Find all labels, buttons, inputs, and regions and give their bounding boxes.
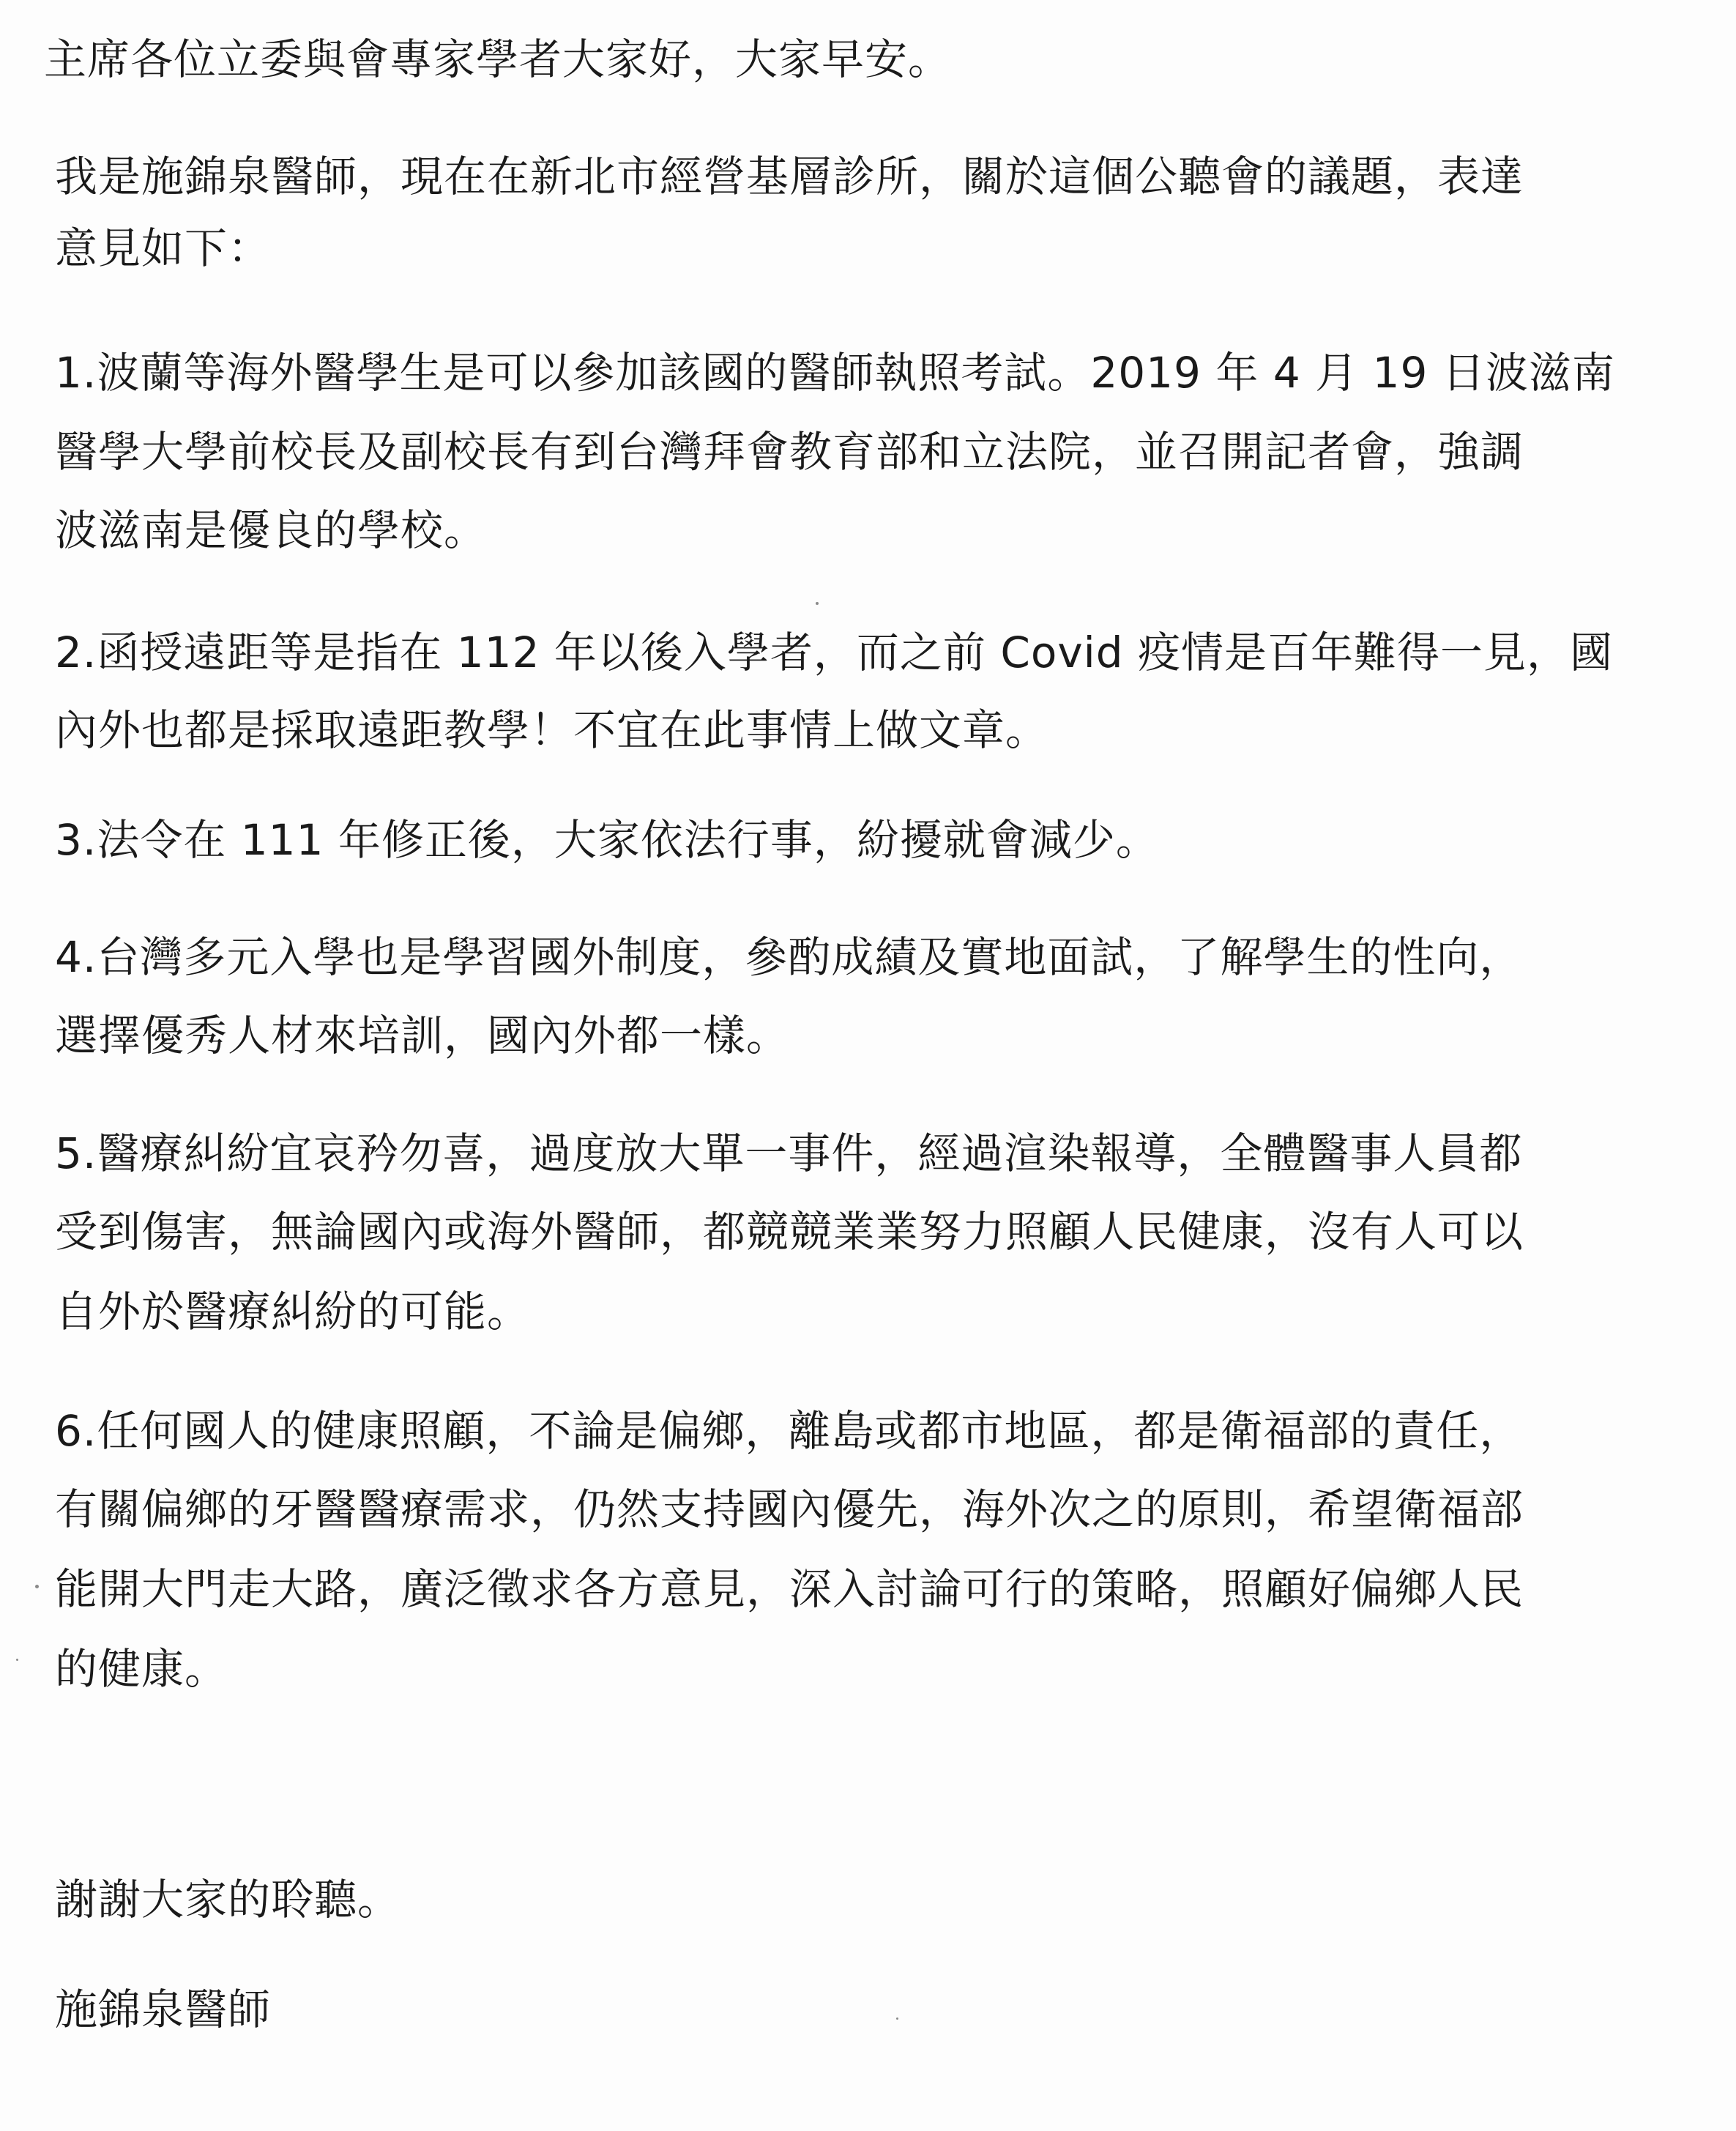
scan-speck	[35, 1585, 39, 1588]
scan-speck	[816, 602, 819, 605]
intro-line-1: 我是施錦泉醫師，現在在新北市經營基層診所，關於這個公聽會的議題，表達	[55, 152, 1524, 201]
point-5-line-1: 5.醫療糾紛宜哀矜勿喜，過度放大單一事件，經過渲染報導，全體醫事人員都	[55, 1128, 1523, 1178]
point-5-line-2: 受到傷害，無論國內或海外醫師，都競競業業努力照顧人民健康，沒有人可以	[55, 1207, 1524, 1257]
intro-line-2: 意見如下：	[55, 223, 272, 273]
point-6-line-4: 的健康。	[55, 1644, 228, 1694]
point-3-line-1: 3.法令在 111 年修正後，大家依法行事，紛擾就會減少。	[55, 815, 1159, 865]
point-6-line-2: 有關偏鄉的牙醫醫療需求，仍然支持國內優先，海外次之的原則，希望衛福部	[55, 1484, 1524, 1534]
point-2-line-1: 2.函授遠距等是指在 112 年以後入學者，而之前 Covid 疫情是百年難得一見，國	[55, 628, 1614, 677]
signature: 施錦泉醫師	[55, 1985, 272, 2034]
point-1-line-2: 醫學大學前校長及副校長有到台灣拜會教育部和立法院，並召開記者會，強調	[55, 427, 1524, 477]
point-6-line-3: 能開大門走大路，廣泛徵求各方意見，深入討論可行的策略，照顧好偏鄉人民	[55, 1564, 1524, 1614]
point-6-line-1: 6.任何國人的健康照顧，不論是偏鄉，離島或都市地區，都是衛福部的責任，	[55, 1406, 1523, 1456]
greeting-line: 主席各位立委與會專家學者大家好，大家早安。	[44, 34, 952, 84]
point-1-line-1: 1.波蘭等海外醫學生是可以參加該國的醫師執照考試。2019 年 4 月 19 日波滋南	[55, 348, 1615, 398]
point-2-line-2: 內外也都是採取遠距教學！不宜在此事情上做文章。	[55, 705, 1049, 755]
point-4-line-1: 4.台灣多元入學也是學習國外制度，參酌成績及實地面試，了解學生的性向，	[55, 932, 1523, 982]
point-4-line-2: 選擇優秀人材來培訓，國內外都一樣。	[55, 1011, 790, 1060]
point-5-line-3: 自外於醫療糾紛的可能。	[55, 1287, 531, 1336]
scan-speck	[896, 2017, 898, 2020]
point-1-line-3: 波滋南是優良的學校。	[55, 505, 488, 555]
closing-line: 謝謝大家的聆聽。	[55, 1875, 401, 1924]
scan-speck	[16, 1659, 18, 1661]
